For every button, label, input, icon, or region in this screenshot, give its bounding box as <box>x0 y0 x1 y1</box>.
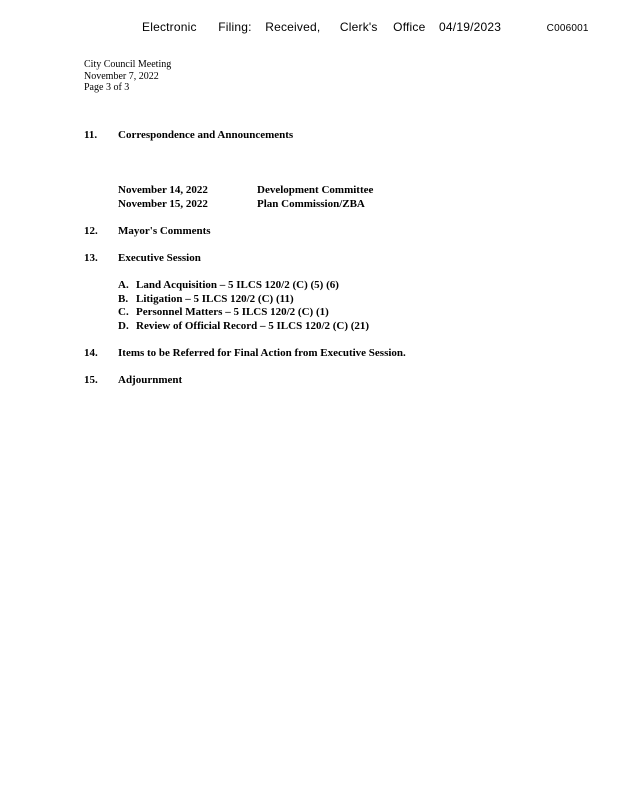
page-header <box>84 59 171 94</box>
item-number: 11. <box>84 129 98 141</box>
list-item <box>118 320 369 334</box>
stamp-word: Clerk's <box>339 20 378 34</box>
list-item <box>118 279 369 293</box>
page-number: Page 3 of 3 <box>84 82 130 93</box>
meeting-title: City Council Meeting <box>84 59 172 70</box>
list-letter: B. <box>118 292 129 305</box>
list-text: Litigation – 5 ILCS 120/2 (C) (11) <box>136 292 294 305</box>
agenda-item-15 <box>84 374 182 386</box>
schedule-date: November 15, 2022 <box>118 198 208 210</box>
electronic-filing-stamp <box>142 20 589 34</box>
agenda-item-11 <box>84 129 293 141</box>
meeting-date: November 7, 2022 <box>84 70 159 82</box>
executive-session-list <box>118 279 369 334</box>
list-item <box>118 293 369 307</box>
item-label: Mayor's Comments <box>118 225 211 237</box>
agenda-item-12 <box>84 225 211 237</box>
stamp-word: Received, <box>265 20 321 34</box>
schedule-event: Plan Commission/ZBA <box>257 198 365 210</box>
agenda-item-13 <box>84 252 201 264</box>
item-number: 14. <box>84 347 98 359</box>
stamp-code: C006001 <box>546 23 589 34</box>
item-number: 15. <box>84 374 98 386</box>
schedule-row <box>118 184 373 196</box>
list-item <box>118 306 369 320</box>
stamp-word: Office <box>393 20 426 34</box>
stamp-word: Filing: <box>218 20 252 34</box>
stamp-date: 04/19/2023 <box>439 20 502 34</box>
list-text: Land Acquisition – 5 ILCS 120/2 (C) (5) (6) <box>136 279 339 291</box>
schedule-date: November 14, 2022 <box>118 184 208 196</box>
list-letter: A. <box>118 279 129 291</box>
stamp-word: Electronic <box>142 20 197 34</box>
item-number: 12. <box>84 225 98 237</box>
list-text: Review of Official Record – 5 ILCS 120/2 (C) (21) <box>136 320 370 333</box>
list-text: Personnel Matters – 5 ILCS 120/2 (C) (1) <box>136 306 329 319</box>
item-label: Items to be Referred for Final Action from Executive Session. <box>118 347 406 359</box>
schedule-row <box>118 198 365 210</box>
schedule-event: Development Committee <box>257 184 374 196</box>
item-label: Executive Session <box>118 252 201 264</box>
list-letter: D. <box>118 320 129 333</box>
item-number: 13. <box>84 252 98 264</box>
item-label: Adjournment <box>118 374 183 386</box>
agenda-item-14 <box>84 347 406 359</box>
list-letter: C. <box>118 306 129 319</box>
item-label: Correspondence and Announcements <box>118 129 294 141</box>
